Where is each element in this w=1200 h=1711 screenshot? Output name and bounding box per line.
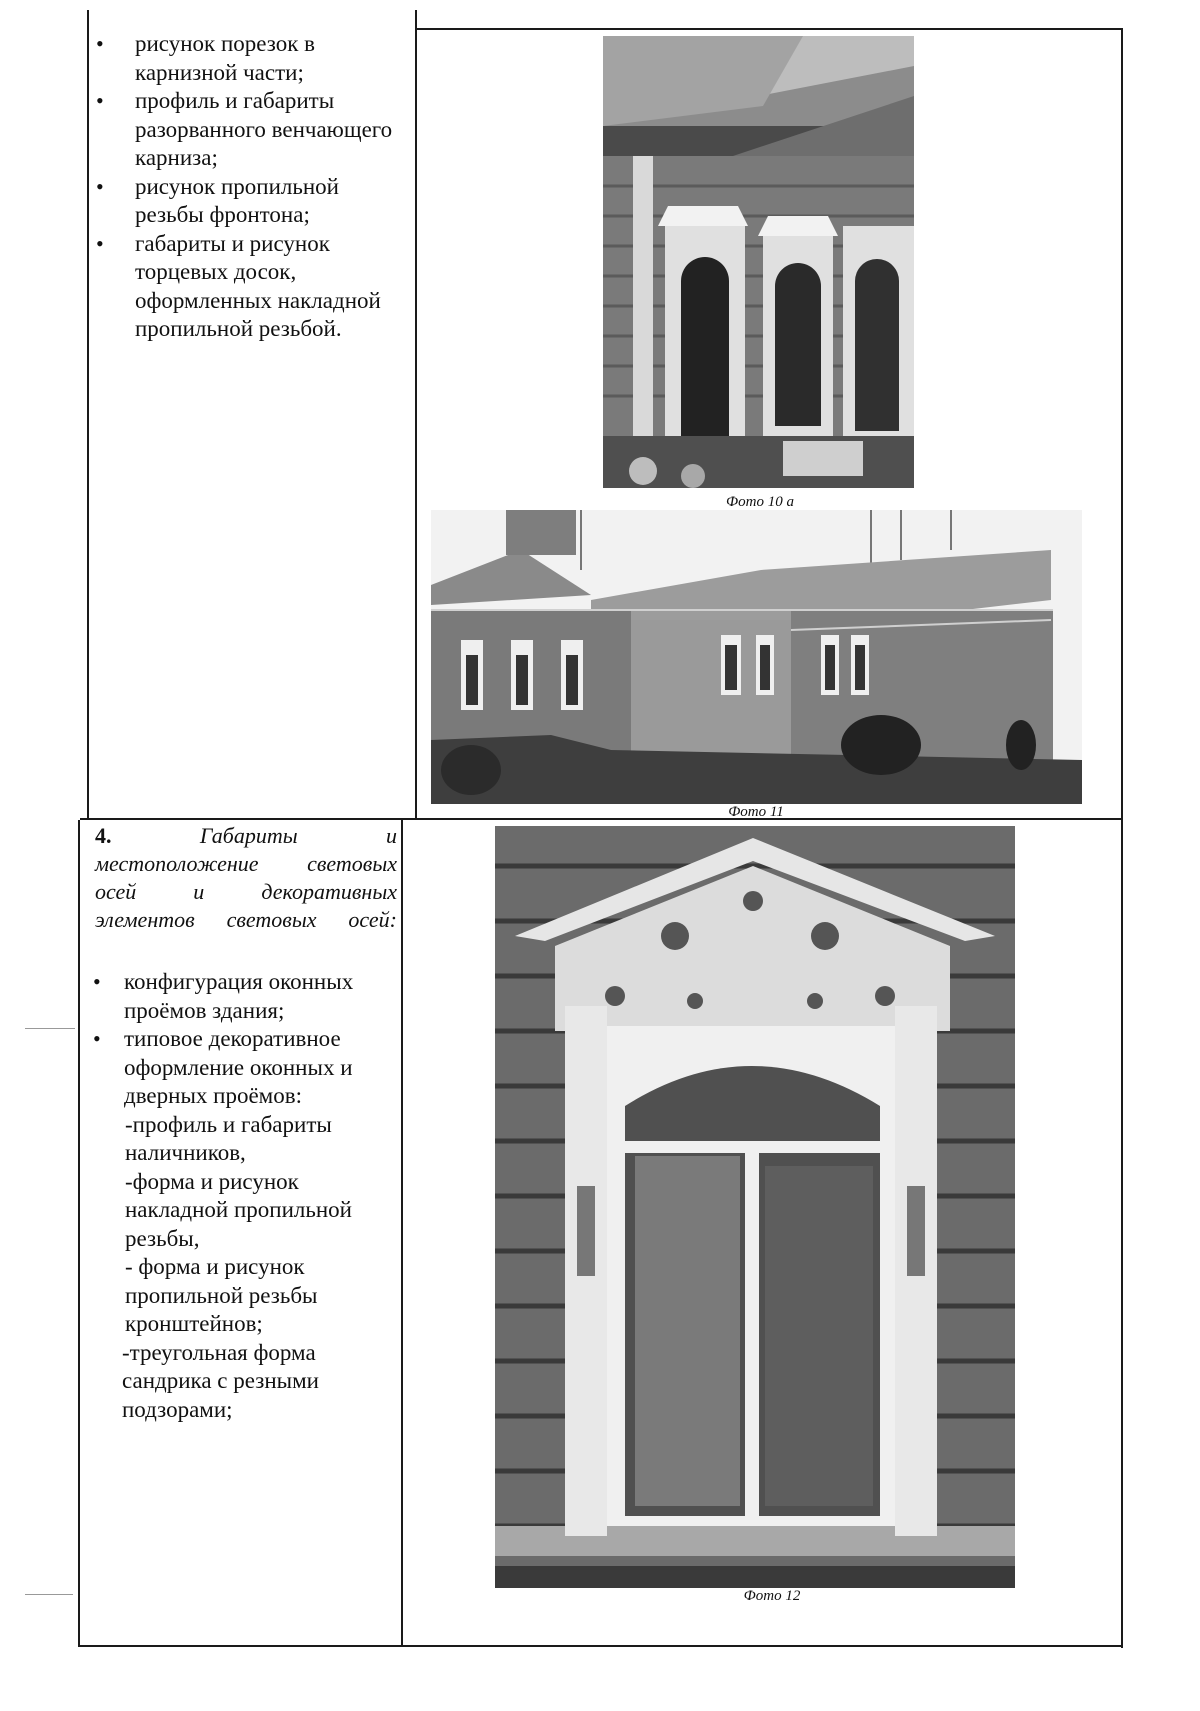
photo-10a-caption: Фото 10 а	[726, 494, 794, 510]
photo-12	[495, 826, 1015, 1588]
table-border-top	[415, 28, 1123, 30]
table-border-bottom	[78, 1645, 1123, 1647]
section-heading-text: Габариты и местоположение световых осей и декоративных элементов световых осей:	[95, 823, 397, 932]
section-top-text	[90, 30, 410, 344]
section-4-sub-items	[95, 1111, 397, 1425]
sub-item: -профиль и габариты наличников,	[125, 1111, 332, 1165]
photo-11-caption: Фото 11	[728, 804, 784, 820]
photo-10a	[603, 36, 914, 488]
table-divider-lower	[401, 820, 403, 1645]
section-4-text	[95, 822, 397, 1424]
table-border-right	[1121, 28, 1123, 1648]
scan-margin-mark	[25, 1594, 73, 1595]
table-border-left-upper	[87, 10, 89, 818]
photo-10a-image	[603, 36, 914, 488]
section-4-heading	[95, 822, 397, 934]
sub-item: -треугольная форма сандрика с резными подзорами;	[122, 1339, 319, 1422]
photo-12-caption: Фото 12	[743, 1588, 801, 1604]
list-item: • габариты и рисунок торцевых досок, оформленных накладной пропильной резьбой.	[90, 230, 410, 344]
photo-11-image	[431, 510, 1082, 804]
list-item: • рисунок порезок в карнизной части;	[90, 30, 410, 87]
section-top-bullet-list	[90, 30, 410, 344]
scan-margin-mark	[25, 1028, 75, 1029]
photo-11	[431, 510, 1082, 804]
section-number: 4.	[95, 823, 112, 848]
table-row-separator	[80, 818, 1123, 820]
list-item: • конфигурация оконных проёмов здания;	[87, 968, 397, 1025]
list-item: • типовое декоративное оформление оконных и дверных проёмов:	[87, 1025, 397, 1111]
table-divider-upper	[415, 10, 417, 818]
sub-item: -форма и рисунок накладной пропильной резьбы,	[125, 1168, 352, 1251]
photo-12-image	[495, 826, 1015, 1588]
section-4-bullet-list	[87, 968, 397, 1111]
sub-item: - форма и рисунок пропильной резьбы кронштейнов;	[125, 1254, 318, 1336]
table-border-left-lower	[78, 820, 80, 1645]
list-item: • профиль и габариты разорванного венчающего карниза;	[90, 87, 410, 173]
list-item: • рисунок пропильной резьбы фронтона;	[90, 173, 410, 230]
